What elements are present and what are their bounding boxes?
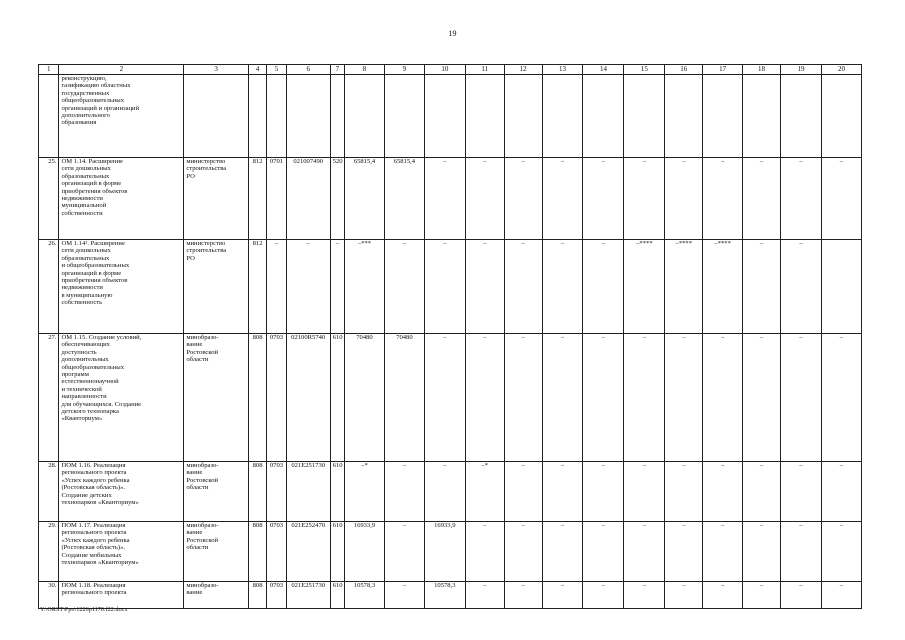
funding-value: – <box>465 158 504 240</box>
row-number <box>39 75 59 158</box>
funding-value <box>624 75 665 158</box>
executor <box>184 75 248 158</box>
code-vr: 610 <box>330 522 344 582</box>
funding-value: – <box>465 334 504 462</box>
row-number: 26. <box>39 240 59 334</box>
code-csr: – <box>286 240 330 334</box>
funding-value: – <box>504 462 542 522</box>
column-number: 19 <box>780 65 821 75</box>
table-row <box>39 334 862 462</box>
code-grbs <box>248 75 266 158</box>
column-number: 20 <box>821 65 861 75</box>
code-vr: 610 <box>330 334 344 462</box>
funding-value: – <box>743 462 781 522</box>
funding-value: – <box>384 522 424 582</box>
table-row <box>39 240 862 334</box>
funding-value: – <box>780 522 821 582</box>
funding-value: – <box>583 582 624 609</box>
funding-value: – <box>780 582 821 609</box>
column-number: 15 <box>624 65 665 75</box>
footer-file-path: Y:\ORST\Ppo\1226p1170.f22.docx <box>40 607 128 613</box>
column-number: 2 <box>59 65 184 75</box>
funding-value: – <box>703 462 743 522</box>
code-vr: 610 <box>330 462 344 522</box>
funding-value <box>703 75 743 158</box>
code-rzpr: – <box>267 240 286 334</box>
funding-value: 16933,9 <box>345 522 385 582</box>
code-vr: – <box>330 240 344 334</box>
funding-value: – <box>424 462 465 522</box>
funding-value: – <box>665 158 703 240</box>
funding-value <box>465 75 504 158</box>
funding-value: – <box>504 334 542 462</box>
column-number: 6 <box>286 65 330 75</box>
funding-value <box>780 75 821 158</box>
funding-value: – <box>821 158 861 240</box>
code-rzpr: 0703 <box>267 334 286 462</box>
funding-value: – <box>703 522 743 582</box>
funding-value: 65815,4 <box>384 158 424 240</box>
page-number: 19 <box>448 29 457 38</box>
funding-value: – <box>743 582 781 609</box>
column-number: 7 <box>330 65 344 75</box>
funding-value: – <box>542 462 583 522</box>
funding-value: – <box>821 334 861 462</box>
funding-value: 70480 <box>345 334 385 462</box>
row-number: 28. <box>39 462 59 522</box>
funding-value: – <box>504 582 542 609</box>
table-row <box>39 75 862 158</box>
funding-value: – <box>821 522 861 582</box>
column-number: 17 <box>703 65 743 75</box>
code-vr <box>330 75 344 158</box>
funding-value: – <box>583 334 624 462</box>
code-csr: 021007490 <box>286 158 330 240</box>
code-csr: 021E252470 <box>286 522 330 582</box>
funding-value: – <box>624 582 665 609</box>
column-number: 4 <box>248 65 266 75</box>
funding-value: – <box>583 240 624 334</box>
funding-value: 65815,4 <box>345 158 385 240</box>
measure-name: ПОМ 1.16. Реализация регионального проекта «Успех каждого ребенка (Ростовская область)». Создание детских технопарков «Кванториум» <box>59 462 184 522</box>
column-number: 12 <box>504 65 542 75</box>
table-body <box>39 65 862 609</box>
funding-value: – <box>624 334 665 462</box>
funding-value: – <box>780 462 821 522</box>
column-number: 3 <box>184 65 248 75</box>
funding-value: –*** <box>345 240 385 334</box>
funding-value: – <box>743 334 781 462</box>
header-row <box>39 65 862 75</box>
executor: минобразо- вание Ростовской области <box>184 334 248 462</box>
measure-name: ПОМ 1.17. Реализация регионального проекта «Успех каждого ребенка (Ростовская область)». Создание мобильных технопарков «Кванториум» <box>59 522 184 582</box>
funding-value: – <box>780 240 821 334</box>
column-number: 16 <box>665 65 703 75</box>
funding-value: – <box>465 582 504 609</box>
funding-value: – <box>821 582 861 609</box>
measure-name: ПОМ 1.18. Реализация регионального проекта <box>59 582 184 609</box>
funding-value: –**** <box>703 240 743 334</box>
funding-value: – <box>624 522 665 582</box>
funding-value: – <box>542 334 583 462</box>
funding-value: – <box>624 158 665 240</box>
row-number: 29. <box>39 522 59 582</box>
funding-value: – <box>542 582 583 609</box>
column-number: 18 <box>743 65 781 75</box>
funding-value: – <box>583 158 624 240</box>
funding-value: – <box>542 522 583 582</box>
funding-value: –* <box>465 462 504 522</box>
funding-value: – <box>665 334 703 462</box>
code-csr: 021E251730 <box>286 462 330 522</box>
funding-value: – <box>743 522 781 582</box>
funding-value: – <box>504 158 542 240</box>
row-number: 30. <box>39 582 59 609</box>
funding-value: – <box>583 462 624 522</box>
code-grbs: 808 <box>248 334 266 462</box>
funding-value: – <box>780 334 821 462</box>
funding-value: – <box>624 462 665 522</box>
funding-value: – <box>424 158 465 240</box>
funding-value <box>504 75 542 158</box>
code-rzpr: 0703 <box>267 522 286 582</box>
funding-value: 10578,3 <box>345 582 385 609</box>
funding-value: – <box>703 582 743 609</box>
row-number: 25. <box>39 158 59 240</box>
executor: минобразо- вание Ростовской области <box>184 462 248 522</box>
executor: минобразо- вание Ростовской области <box>184 522 248 582</box>
column-number: 8 <box>345 65 385 75</box>
code-csr: 021E251730 <box>286 582 330 609</box>
funding-value: – <box>504 522 542 582</box>
column-number: 9 <box>384 65 424 75</box>
code-csr: 02100R5740 <box>286 334 330 462</box>
column-number: 5 <box>267 65 286 75</box>
funding-value: – <box>821 462 861 522</box>
column-number: 14 <box>583 65 624 75</box>
funding-value: –**** <box>624 240 665 334</box>
funding-value: – <box>465 522 504 582</box>
executor: министерство строительства РО <box>184 158 248 240</box>
funding-value: – <box>424 240 465 334</box>
funding-value: – <box>703 158 743 240</box>
measure-name: ОМ 1.14. Расширение сети дошкольных образовательных организаций в форме приобретения объектов недвижимости муниципальной собственности <box>59 158 184 240</box>
column-number: 1 <box>39 65 59 75</box>
funding-value: – <box>542 158 583 240</box>
table-row <box>39 522 862 582</box>
funding-value <box>665 75 703 158</box>
funding-value: – <box>583 522 624 582</box>
funding-value: – <box>384 462 424 522</box>
funding-value: – <box>665 582 703 609</box>
code-rzpr <box>267 75 286 158</box>
funding-value: – <box>743 158 781 240</box>
code-grbs: 808 <box>248 462 266 522</box>
code-grbs: 808 <box>248 582 266 609</box>
funding-value: – <box>780 158 821 240</box>
funding-value: – <box>504 240 542 334</box>
budget-table <box>38 64 862 609</box>
funding-value: –* <box>345 462 385 522</box>
funding-value <box>542 75 583 158</box>
funding-value: – <box>743 240 781 334</box>
funding-value: –**** <box>665 240 703 334</box>
funding-value: – <box>465 240 504 334</box>
funding-value <box>345 75 385 158</box>
code-rzpr: 0703 <box>267 462 286 522</box>
column-number: 10 <box>424 65 465 75</box>
code-grbs: 812 <box>248 158 266 240</box>
funding-value <box>821 75 861 158</box>
code-vr: 610 <box>330 582 344 609</box>
code-rzpr: 0701 <box>267 158 286 240</box>
funding-value: – <box>665 462 703 522</box>
funding-value <box>384 75 424 158</box>
funding-value: – <box>424 334 465 462</box>
table-row <box>39 462 862 522</box>
funding-value <box>583 75 624 158</box>
column-number: 13 <box>542 65 583 75</box>
code-grbs: 812 <box>248 240 266 334</box>
funding-value <box>821 240 861 334</box>
code-rzpr: 0703 <box>267 582 286 609</box>
executor: минобразо- вание <box>184 582 248 609</box>
column-number: 11 <box>465 65 504 75</box>
funding-value: 16933,9 <box>424 522 465 582</box>
funding-value: – <box>384 240 424 334</box>
funding-value <box>743 75 781 158</box>
code-csr <box>286 75 330 158</box>
code-grbs: 808 <box>248 522 266 582</box>
funding-value: – <box>703 334 743 462</box>
executor: министерство строительства РО <box>184 240 248 334</box>
funding-value: – <box>665 522 703 582</box>
measure-name: реконструкцию, газификацию областных государственных общеобразовательных организаций и организаций дополнительного образования <box>59 75 184 158</box>
measure-name: ОМ 1.14¹. Расширение сети дошкольных образовательных и общеобразовательных организаций в форме приобретения объектов недвижимости в муниципальную собственность <box>59 240 184 334</box>
funding-value: 70480 <box>384 334 424 462</box>
funding-value <box>424 75 465 158</box>
table-row <box>39 582 862 609</box>
funding-value: – <box>542 240 583 334</box>
measure-name: ОМ 1.15. Создание условий, обеспечивающих доступность дополнительных общеобразовательных программ естественнонаучной и технической направленности для обучающихся. Создание детского технопарка «Кванториум» <box>59 334 184 462</box>
table-row <box>39 158 862 240</box>
row-number: 27. <box>39 334 59 462</box>
funding-value: 10578,3 <box>424 582 465 609</box>
code-vr: 520 <box>330 158 344 240</box>
funding-value: – <box>384 582 424 609</box>
